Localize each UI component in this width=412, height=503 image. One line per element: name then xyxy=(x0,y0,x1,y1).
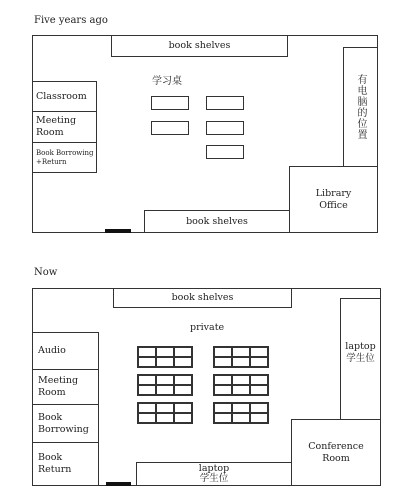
caption-five-years-ago: Five years ago xyxy=(34,15,108,26)
now-desk-block xyxy=(137,374,193,396)
past-desk xyxy=(206,145,244,159)
past-book-shelves-bottom-label: book shelves xyxy=(186,215,248,227)
past-desk xyxy=(206,121,244,135)
now-laptop-right-label: laptop 学生位 xyxy=(345,341,376,364)
now-entrance xyxy=(106,482,131,486)
now-book-shelves-top-label: book shelves xyxy=(171,292,234,303)
past-computer-area xyxy=(343,47,378,167)
past-computer-area-label: 有电脑的位置 xyxy=(355,74,366,140)
now-meeting-room xyxy=(32,369,99,405)
now-desk-block xyxy=(137,346,193,368)
now-audio-label: Audio xyxy=(38,345,66,356)
now-conference-room xyxy=(291,419,381,486)
now-desk-block xyxy=(213,402,269,424)
caption-now: Now xyxy=(34,267,58,278)
now-laptop-bottom-label: laptop 学生位 xyxy=(198,463,230,484)
past-library-office xyxy=(289,166,378,233)
past-classroom xyxy=(32,81,97,112)
now-book-shelves-top xyxy=(113,288,292,308)
past-book-shelves-top xyxy=(111,35,288,57)
now-desk-block xyxy=(213,374,269,396)
past-book-borrowing-label: Book Borrowing +Return xyxy=(36,148,94,166)
now-meeting-room-label: Meeting Room xyxy=(38,375,79,398)
now-conference-room-label: Conference Room xyxy=(308,440,364,464)
past-meeting-room-label: Meeting Room xyxy=(36,115,77,138)
past-book-shelves-top-label: book shelves xyxy=(168,40,231,51)
past-desk xyxy=(206,96,244,110)
past-book-borrowing xyxy=(32,142,97,173)
past-desk xyxy=(151,96,189,110)
now-book-return-label: Book Return xyxy=(38,452,72,475)
now-book-borrowing-label: Book Borrowing xyxy=(38,411,89,435)
now-audio xyxy=(32,332,99,370)
past-desk xyxy=(151,121,189,135)
past-library-office-label: Library Office xyxy=(315,187,352,211)
now-book-borrowing xyxy=(32,404,99,443)
now-laptop-area-right xyxy=(340,298,381,420)
past-book-shelves-bottom xyxy=(144,210,290,233)
now-desk-block xyxy=(137,402,193,424)
now-desk-block xyxy=(213,346,269,368)
now-private-label: private xyxy=(190,322,225,333)
past-meeting-room xyxy=(32,111,97,143)
now-book-return xyxy=(32,442,99,486)
now-laptop-area-bottom xyxy=(136,462,292,486)
past-classroom-label: Classroom xyxy=(36,90,87,102)
past-entrance xyxy=(105,229,131,233)
past-study-desks-label: 学习桌 xyxy=(152,76,182,87)
